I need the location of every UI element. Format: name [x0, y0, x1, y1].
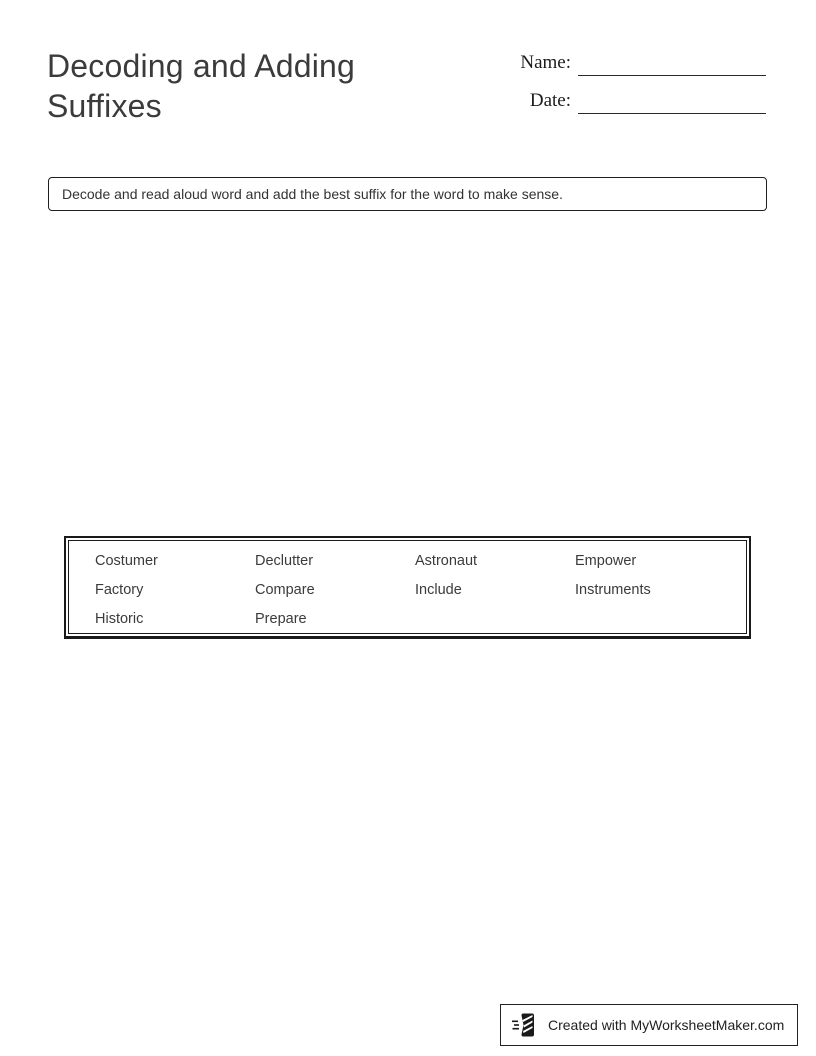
- word-bank-item: Factory: [95, 581, 144, 598]
- word-bank-item: Historic: [95, 610, 144, 627]
- instruction-text: Decode and read aloud word and add the best suffix for the word to make sense.: [62, 186, 563, 202]
- word-bank-item: Costumer: [95, 552, 158, 569]
- name-fill-line[interactable]: [578, 51, 766, 76]
- date-field-row: [530, 88, 766, 114]
- name-label: Name:: [520, 52, 571, 73]
- page-title: Decoding and Adding Suffixes: [47, 48, 356, 124]
- word-bank-item: Compare: [255, 581, 315, 598]
- date-label: Date:: [529, 90, 571, 111]
- credit-badge[interactable]: [500, 1004, 798, 1046]
- word-bank-item: Include: [415, 581, 462, 598]
- word-bank-item: Declutter: [255, 552, 314, 569]
- word-bank-item: Astronaut: [415, 552, 478, 569]
- name-field-row: [520, 50, 766, 76]
- word-bank-item: Empower: [575, 552, 637, 569]
- word-bank-item: Instruments: [575, 581, 651, 598]
- word-bank: [64, 536, 751, 639]
- date-fill-line[interactable]: [578, 89, 766, 114]
- credit-text: Created with MyWorksheetMaker.com: [548, 1017, 785, 1033]
- instruction-box: [48, 177, 767, 211]
- word-bank-item: Prepare: [255, 610, 307, 627]
- worksheetmaker-logo-icon: [511, 1010, 541, 1040]
- word-bank-grid: [68, 540, 747, 634]
